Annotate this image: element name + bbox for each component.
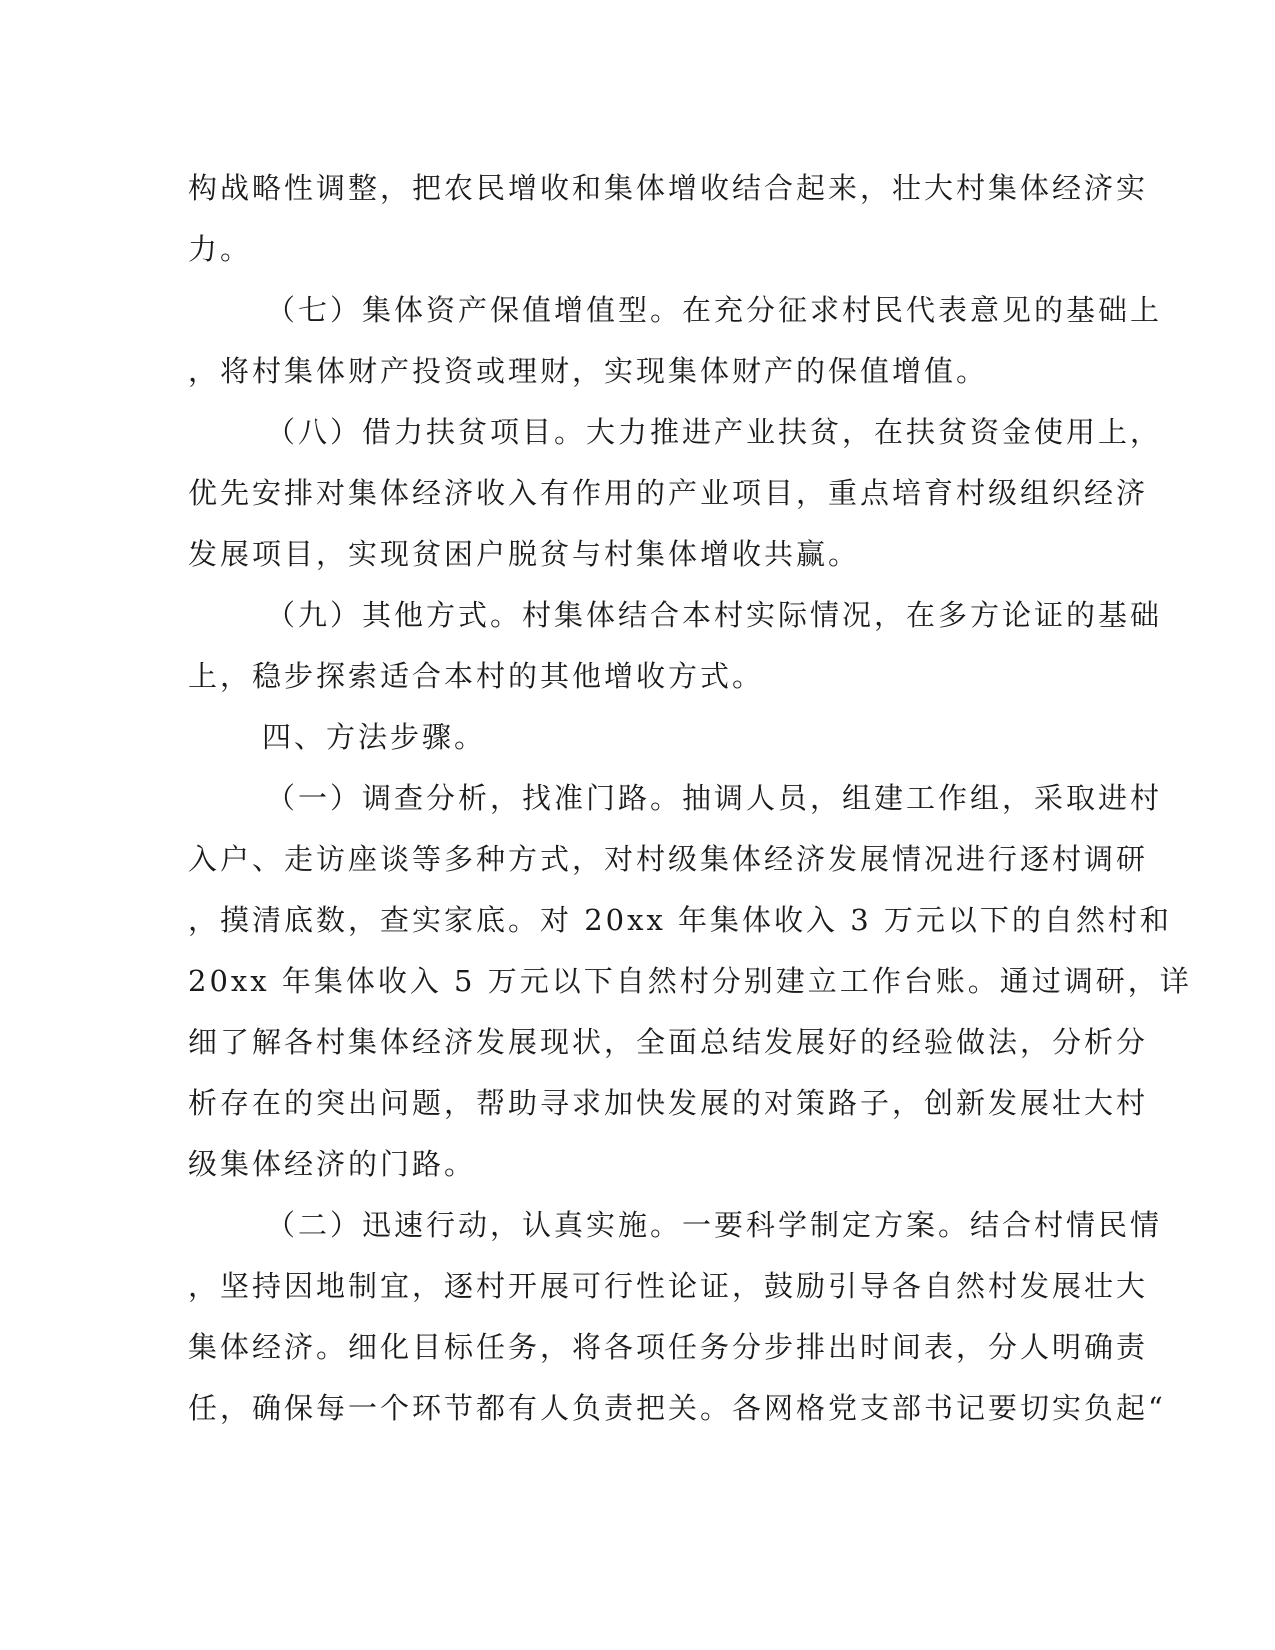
text-line: 20xx 年集体收入 5 万元以下自然村分别建立工作台账。通过调研，详 xyxy=(188,964,1192,998)
text-line: 入户、走访座谈等多种方式，对村级集体经济发展情况进行逐村调研 xyxy=(188,842,1149,876)
text-line: 发展项目，实现贫困户脱贫与村集体增收共赢。 xyxy=(188,537,861,571)
paragraph-heading: （一）调查分析，找准门路。抽调人员，组建工作组，采取进村 xyxy=(266,781,1163,815)
text-line: 上，稳步探索适合本村的其他增收方式。 xyxy=(188,659,765,693)
text-line: ，摸清底数，查实家底。对 20xx 年集体收入 3 万元以下的自然村和 xyxy=(188,903,1172,937)
text-line: 力。 xyxy=(188,232,253,266)
text-line: 任，确保每一个环节都有人负责把关。各网格党支部书记要切实负起“ xyxy=(188,1391,1166,1425)
paragraph-heading: （七）集体资产保值增值型。在充分征求村民代表意见的基础上 xyxy=(266,293,1163,327)
text-line: 集体经济。细化目标任务，将各项任务分步排出时间表，分人明确责 xyxy=(188,1330,1149,1364)
text-line: 构战略性调整，把农民增收和集体增收结合起来，壮大村集体经济实 xyxy=(188,171,1149,205)
body-text xyxy=(188,158,1192,1439)
paragraph-heading: （八）借力扶贫项目。大力推进产业扶贫，在扶贫资金使用上， xyxy=(266,415,1163,449)
paragraph-heading: （九）其他方式。村集体结合本村实际情况，在多方论证的基础 xyxy=(266,598,1163,632)
text-line: 细了解各村集体经济发展现状，全面总结发展好的经验做法，分析分 xyxy=(188,1025,1149,1059)
text-line: 析存在的突出问题，帮助寻求加快发展的对策路子，创新发展壮大村 xyxy=(188,1086,1149,1120)
text-line: ，坚持因地制宜，逐村开展可行性论证，鼓励引导各自然村发展壮大 xyxy=(188,1269,1149,1303)
text-line: 优先安排对集体经济收入有作用的产业项目，重点培育村级组织经济 xyxy=(188,476,1149,510)
section-heading: 四、方法步骤。 xyxy=(262,720,487,754)
text-line: ，将村集体财产投资或理财，实现集体财产的保值增值。 xyxy=(188,354,989,388)
paragraph-heading: （二）迅速行动，认真实施。一要科学制定方案。结合村情民情 xyxy=(266,1208,1163,1242)
text-line: 级集体经济的门路。 xyxy=(188,1147,477,1181)
